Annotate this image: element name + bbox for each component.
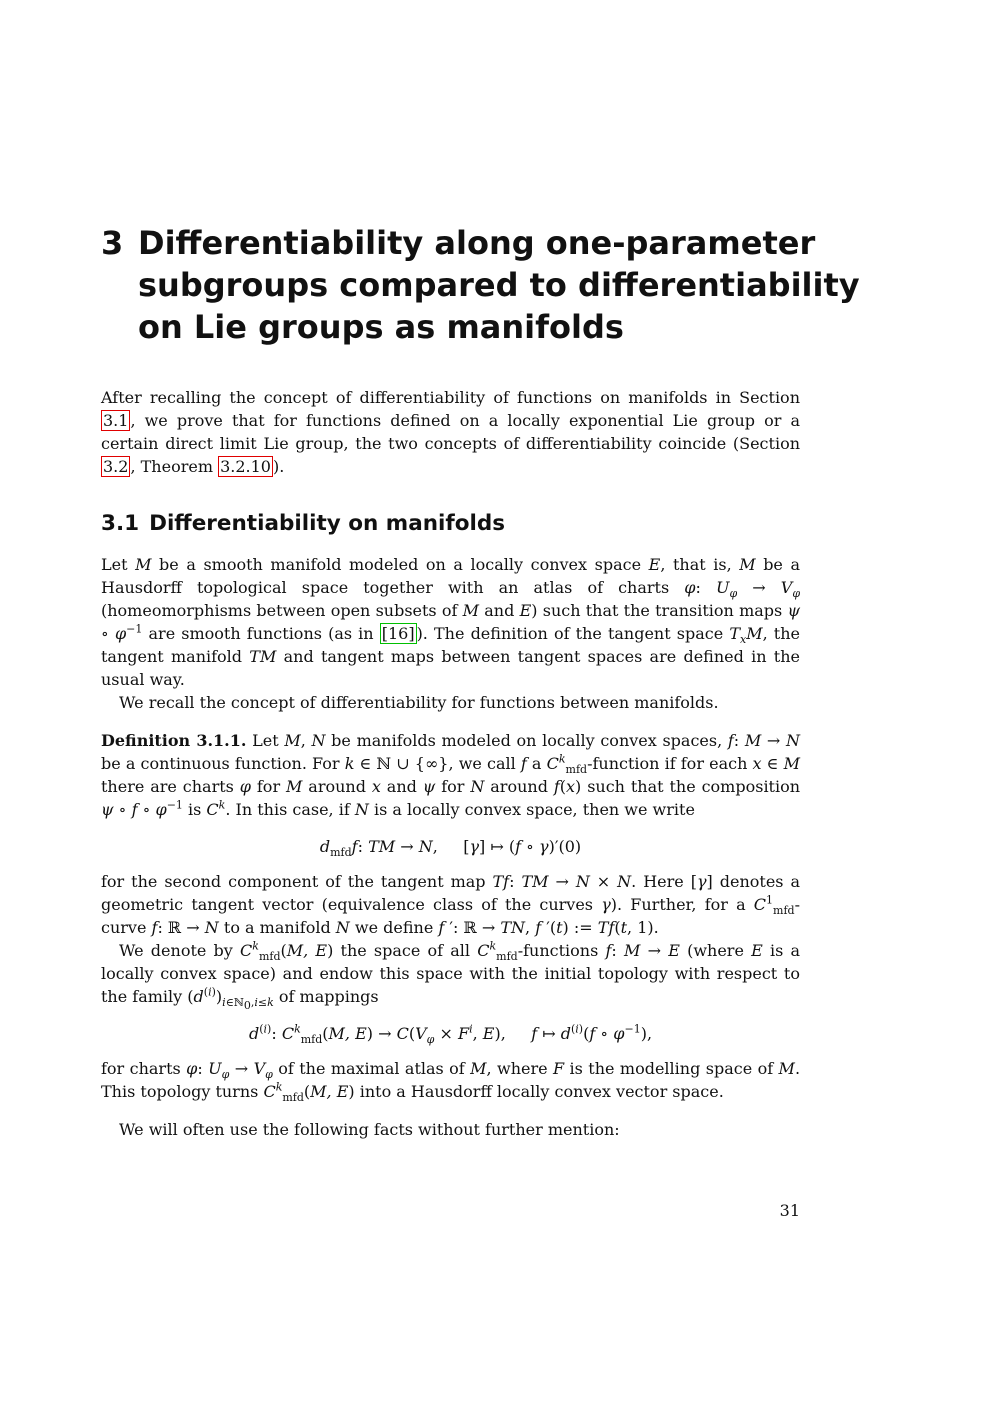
text: and tangent maps between tangent spaces are defined in the usual way. xyxy=(101,647,800,689)
text: be manifolds modeled on locally convex spaces, xyxy=(325,731,728,750)
text: are smooth functions (as in xyxy=(142,624,380,643)
section-title: Differentiability on manifolds xyxy=(149,511,506,536)
text: for the second component of the tangent map xyxy=(101,872,493,891)
text: to a manifold xyxy=(218,918,336,937)
text: denotes a geometric tangent vector (equivalence class of the curves xyxy=(101,872,800,914)
chapter-title xyxy=(138,222,860,348)
text: around xyxy=(484,777,554,796)
text: , the tangent manifold xyxy=(101,624,801,666)
text: is the modelling space of xyxy=(564,1059,779,1078)
chapter-number: 3 xyxy=(101,224,124,262)
charts-paragraph: for charts φ: $U_\varphi \to V_\varphi$ of the maximal atlas of M, where F is the modelling space of M. This topology turns $C^k_{mfd}(M$, E) into a Hausdorff locally convex vector space. xyxy=(101,1059,801,1105)
text: such that the composition xyxy=(581,777,801,796)
text: the space of all xyxy=(333,941,478,960)
intro-text: , Theorem xyxy=(130,457,219,476)
citation-link-16[interactable]: [16] xyxy=(381,624,415,643)
text: -curve xyxy=(101,895,800,937)
theorem-link-3-2-10[interactable]: 3.2.10 xyxy=(220,457,271,476)
chapter-title-line: subgroups compared to differentiability xyxy=(138,266,860,304)
text: , where xyxy=(486,1059,554,1078)
text: (homeomorphisms between open subsets of xyxy=(101,601,463,620)
text: into a Hausdorff locally convex vector space. xyxy=(354,1082,724,1101)
text: , that is, xyxy=(660,555,740,574)
text: a xyxy=(526,754,547,773)
text: . In this case, if xyxy=(225,800,355,819)
page-number: 31 xyxy=(779,1201,800,1220)
text: for xyxy=(250,777,286,796)
text: around xyxy=(302,777,372,796)
text: for xyxy=(435,777,471,796)
intro-text: , we prove that for functions defined on a locally exponential Lie group or a certain direct limit Lie group, the two concepts of differentiability coincide (Section xyxy=(101,411,800,453)
text: -function if for each xyxy=(587,754,753,773)
text: of mappings xyxy=(273,987,379,1006)
text: ) such that the transition maps xyxy=(531,601,788,620)
chapter-title-line: on Lie groups as manifolds xyxy=(138,308,624,346)
chapter-heading xyxy=(101,222,860,348)
manifold-paragraph: Let M be a smooth manifold modeled on a locally convex space E, that is, M be a Hausdorff topological space together with an atlas of charts φ: $U_\varphi \to V_\varphi$ (homeomorphisms between open subsets of M and E) such that the transition maps ψ ∘ $\varphi^{-1}$ are smooth functions (as in [16] ). The definition of the tangent space $T_xM$, the tangent manifold TM and tangent maps between tangent spaces are defined in the usual way. xyxy=(101,555,801,689)
definition-label: Definition 3.1.1. xyxy=(101,731,247,750)
text: , we call xyxy=(448,754,521,773)
page-content xyxy=(101,222,860,1141)
text: . This topology turns xyxy=(101,1059,801,1101)
text: We denote by xyxy=(119,941,241,960)
text: ). The definition of the tangent space xyxy=(416,624,730,643)
section-link-3-2[interactable]: 3.2 xyxy=(103,457,129,476)
display-equation-di: $d^{(i)}$: $C^k_{mfd}(M$, $E) \to C(V_\varphi \times F^i$, E), f ↦ $d^{(i)}(f$ ∘ $\varphi^{-1}$), xyxy=(248,1022,653,1047)
text: be a smooth manifold modeled on a locally convex space xyxy=(151,555,649,574)
text: Let xyxy=(246,731,285,750)
topology-paragraph: We denote by $C^k_{mfd}(M$, E) the space of all $C^k_{mfd}$-functions f: M → E (where E is a locally convex space) and endow this space with the initial topology with respect to the family $(d^{(i)})_{i\in ℕ_0,i\le k}$ of mappings xyxy=(101,939,801,1013)
recall-paragraph: We recall the concept of differentiability for functions between manifolds. xyxy=(119,693,719,712)
text: Let xyxy=(101,555,136,574)
intro-paragraph xyxy=(101,386,800,478)
text: be a continuous function. For xyxy=(101,754,345,773)
text: is a locally convex space, then we write xyxy=(368,800,695,819)
text: for charts xyxy=(101,1059,187,1078)
section-heading xyxy=(101,510,800,538)
text: (where xyxy=(679,941,752,960)
text: and xyxy=(479,601,520,620)
definition-3-1-1: Definition 3.1.1. Let M, N be manifolds modeled on locally convex spaces, f: M → N be a continuous function. For k ∈ ℕ ∪ {∞}, we call f a $C^k_{mfd}$-function if for each x ∈ M there are charts φ for M around x and ψ for N around f(x) such that the composition ψ ∘ f ∘ $\varphi^{-1}$ is $C^k$. In this case, if N is a locally convex space, then we write xyxy=(101,731,801,819)
text: and xyxy=(380,777,423,796)
section-number: 3.1 xyxy=(101,511,140,536)
text: of the maximal atlas of xyxy=(272,1059,471,1078)
chapter-title-line: Differentiability along one-parameter xyxy=(138,224,816,262)
intro-text: ). xyxy=(272,457,285,476)
section-link-3-1[interactable]: 3.1 xyxy=(103,411,129,430)
text: . Here xyxy=(631,872,691,891)
tangent-map-paragraph: for the second component of the tangent map Tf: TM → N × N. Here [γ] denotes a geometric tangent vector (equivalence class of the curves γ). Further, for a $C^1_{mfd}$-curve f: ℝ → N to a manifold N we define f ′: ℝ → TN, f ′(t) := Tf(t, 1). xyxy=(101,872,800,937)
text: there are charts xyxy=(101,777,240,796)
text: is a locally convex space) and endow this space with the initial topology with respect to the family xyxy=(101,941,801,1006)
text: -functions xyxy=(517,941,606,960)
text: be a Hausdorff topological space together with an atlas of charts xyxy=(101,555,801,597)
intro-text: After recalling the concept of differentiability of functions on manifolds in Section xyxy=(101,388,800,407)
text: is xyxy=(182,800,207,819)
facts-paragraph: We will often use the following facts without further mention: xyxy=(119,1120,620,1139)
text: ). Further, for a xyxy=(610,895,754,914)
display-equation-dmfd: $d_{mfd}f$: TM → N, [γ] ↦ (f ∘ γ)′(0) xyxy=(319,837,582,860)
text: we define xyxy=(349,918,439,937)
